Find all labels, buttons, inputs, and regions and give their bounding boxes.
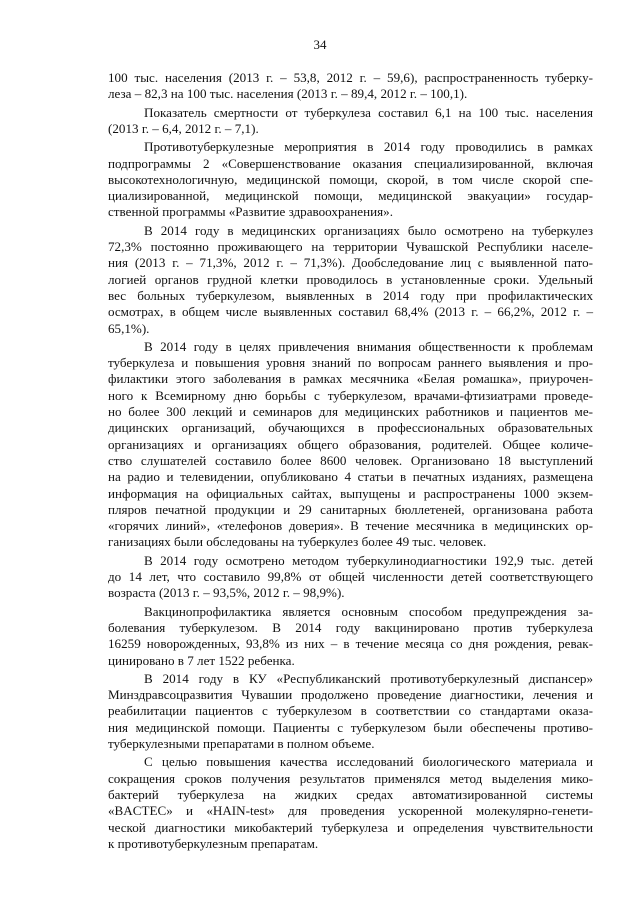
text-line: 65,1%). — [108, 320, 150, 336]
text-line: на радио и телевидении, опубликовано 4 статьи в печатных изданиях, размещена — [108, 469, 593, 485]
text-line: ственной программы «Развитие здравоохранения». — [108, 204, 393, 220]
text-line: информация на официальных сайтах, выпущены и распространены 1000 экзем- — [108, 485, 593, 501]
text-line: осмотрах, в общем числе выявленных составил 68,4% (2013 г. – 66,2%, 2012 г. – — [108, 304, 593, 320]
text-line: ческой диагностики микобактерий туберкулеза и определения чувствительности — [108, 819, 593, 835]
text-line: ганизациях были обследованы на туберкулез более 49 тыс. человек. — [108, 534, 487, 550]
text-line: Минздравсоцразвития Чувашии продолжено проведение диагностики, лечения и — [108, 687, 593, 703]
text-line: пляров печатной продукции и 29 санитарных бюллетеней, организована работа — [108, 501, 593, 517]
text-line: циализированной, медицинской помощи, медицинской эвакуации» государ- — [108, 188, 593, 204]
text-line: С целью повышения качества исследований биологического материала и — [144, 754, 593, 770]
text-line: ного к Всемирному дню борьбы с туберкулезом, врачами-фтизиатрами проведе- — [108, 387, 593, 403]
text-line: ния (2013 г. – 71,3%, 2012 г. – 71,3%). Дообследование лиц с выявленной пато- — [108, 255, 593, 271]
text-line: возраста (2013 г. – 93,5%, 2012 г. – 98,9%). — [108, 585, 345, 601]
text-line: ния медицинской помощи. Пациенты с туберкулезом были обеспечены противо- — [108, 719, 593, 735]
text-line: но более 300 лекций и семинаров для медицинских работников и пациентов ме- — [108, 404, 593, 419]
text-line: ство слушателей составило более 8600 человек. Организовано 18 выступлений — [108, 452, 593, 468]
text-line: к противотуберкулезным препаратам. — [108, 835, 319, 851]
text-line: дицинских организаций, обучающихся в профессиональных образовательных — [108, 420, 593, 436]
text-line: цинировано в 7 лет 1522 ребенка. — [108, 652, 295, 668]
text-line: бактерий туберкулеза на жидких средах автоматизированной системы — [108, 786, 593, 802]
text-line: высокотехнологичную, медицинской помощи, скорой, в том числе скорой спе- — [108, 171, 593, 187]
text-line: подпрограммы 2 «Совершенствование оказания специализированной, включая — [108, 155, 593, 171]
page-number: 34 — [313, 37, 327, 52]
text-line: «горячих линий», «телефонов доверия». В течение месячника в медицинских ор- — [108, 518, 593, 534]
text-line: Противотуберкулезные мероприятия в 2014 году проводились в рамках — [144, 139, 593, 155]
text-line: 100 тыс. населения (2013 г. – 53,8, 2012 г. – 59,6), распространенность туберку- — [108, 70, 593, 85]
text-line: В 2014 году в медицинских организациях было осмотрено на туберкулез — [144, 222, 593, 238]
text-line: сокращения сроков получения результатов применялся метод выделения мико- — [108, 770, 593, 786]
text-line: туберкулеза и повышения уровня знаний по вопросам раннего выявления и про- — [108, 355, 593, 371]
text-line: В 2014 году осмотрено методом туберкулинодиагностики 192,9 тыс. детей — [144, 552, 593, 568]
text-line: «BACTEC» и «HAIN-test» для проведения ускоренной молекулярно-генети- — [108, 803, 593, 819]
text-line: Вакцинопрофилактика является основным способом предупреждения за- — [144, 603, 593, 619]
text-line: реабилитации пациентов с туберкулезом в соответствии со стандартами оказа- — [108, 703, 593, 719]
text-line: до 14 лет, что составило 99,8% от общей численности детей соответствующего — [108, 569, 593, 584]
text-line: логией органов грудной клетки проводилось в установленные сроки. Удельный — [108, 271, 593, 287]
text-line: филактики этого заболевания в рамках месячника «Белая ромашка», приурочен- — [108, 371, 593, 387]
text-line: В 2014 году в целях привлечения внимания общественности к проблемам — [144, 338, 593, 354]
text-line: 16259 новорожденных, 93,8% из них – в течение месяца со дня рождения, ревак- — [108, 636, 593, 652]
text-line: вес больных туберкулезом, выявленных в 2014 году при профилактических — [108, 287, 593, 303]
text-line: леза – 82,3 на 100 тыс. населения (2013 г. – 89,4, 2012 г. – 100,1). — [108, 86, 468, 102]
text-line: 72,3% постоянно проживающего на территории Чувашской Республики населе- — [108, 239, 593, 254]
text-line: В 2014 году в КУ «Республиканский противотуберкулезный диспансер» — [144, 670, 593, 686]
text-line: болевания туберкулезом. В 2014 году вакцинировано против туберкулеза — [108, 619, 593, 635]
text-line: организациях и организациях общего образования, родителей. Общее количе- — [108, 436, 593, 452]
text-line: туберкулезными препаратами в полном объеме. — [108, 736, 375, 751]
text-line: Показатель смертности от туберкулеза составил 6,1 на 100 тыс. населения — [144, 104, 593, 120]
text-line: (2013 г. – 6,4, 2012 г. – 7,1). — [108, 120, 259, 136]
